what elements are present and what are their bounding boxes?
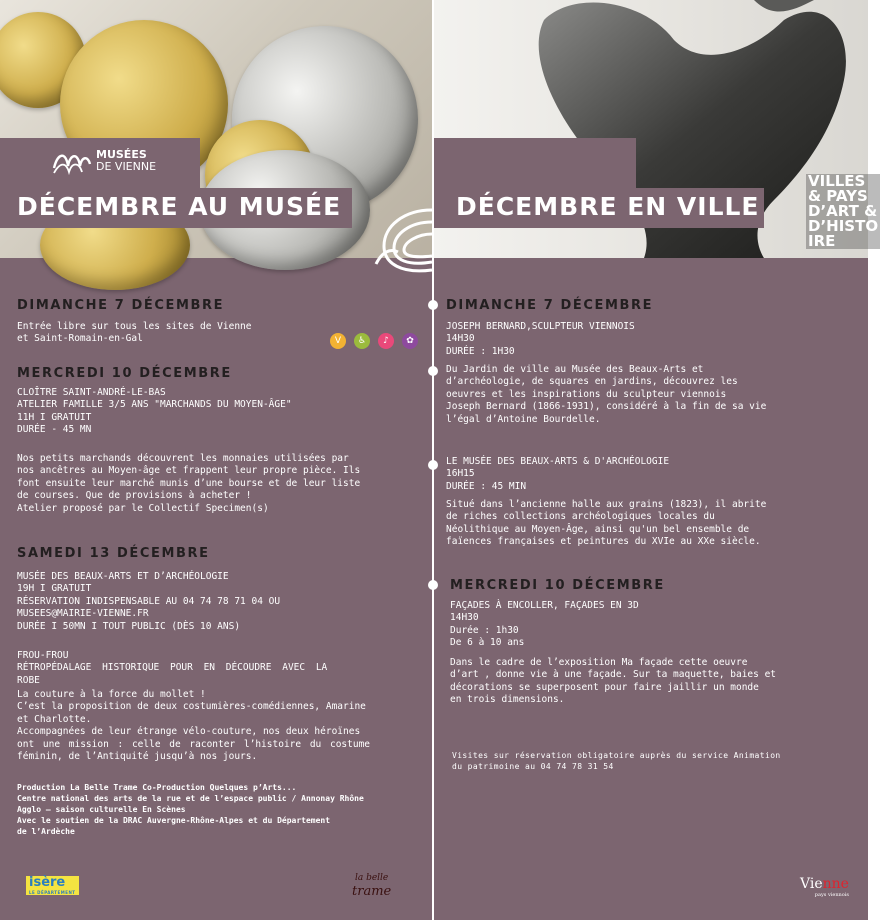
page-title-right: DÉCEMBRE EN VILLE bbox=[456, 192, 760, 221]
trame-logo-top: la belle bbox=[354, 873, 389, 883]
text-line: Situé dans l’ancienne halle aux grains (1823), il abrite bbox=[446, 499, 767, 510]
tour-description bbox=[446, 364, 766, 426]
text-line: FROU-FROU bbox=[17, 650, 69, 661]
text-line: 19H I GRATUIT bbox=[17, 583, 92, 595]
text-line: faïences françaises et peintures du XVIe au XXe siècle. bbox=[446, 536, 761, 548]
text-line: FAÇADES À ENCOLLER, FAÇADES EN 3D bbox=[450, 600, 639, 611]
date-heading: SAMEDI 13 DÉCEMBRE bbox=[17, 546, 210, 561]
text-line: LE MUSÉE DES BEAUX-ARTS & D'ARCHÉOLOGIE bbox=[446, 456, 670, 467]
text-line: d’art , donne vie à une façade. Sur ta maquette, baies et bbox=[450, 669, 777, 681]
text-line: Accompagnées de leur étrange vélo-couture, nos deux héroïnes bbox=[17, 726, 361, 738]
text-line: décorations se superposent pour faire jaillir un monde bbox=[450, 681, 759, 693]
text-line: Nos petits marchands découvrent les monnaies utilisées par bbox=[17, 453, 349, 464]
text-line: JOSEPH BERNARD,SCULPTEUR VIENNOIS bbox=[446, 321, 635, 332]
event-details bbox=[17, 387, 292, 437]
date-heading: MERCREDI 10 DÉCEMBRE bbox=[17, 366, 232, 381]
vpah-line: & PAYS bbox=[808, 187, 868, 205]
text-line: DURÉE I 50MN I TOUT PUBLIC (DÈS 10 ANS) bbox=[17, 620, 241, 632]
text-line: font ensuite leur marché munis d’une bourse et de leur liste bbox=[17, 477, 361, 489]
text-line: MUSEES@MAIRIE-VIENNE.FR bbox=[17, 608, 149, 620]
date-heading: DIMANCHE 7 DÉCEMBRE bbox=[17, 298, 225, 313]
text-line: Dans le cadre de l’exposition Ma façade cette oeuvre bbox=[450, 657, 748, 668]
text-line: Avec le soutien de la DRAC Auvergne-Rhône-Alpes et du Département bbox=[17, 816, 331, 825]
timeline-dot bbox=[428, 580, 438, 590]
text-line: CLOÎTRE SAINT-ANDRÉ-LE-BAS bbox=[17, 387, 166, 398]
text-line: 14H30 bbox=[446, 333, 475, 345]
text-line: MUSÉE DES BEAUX-ARTS ET D’ARCHÉOLOGIE bbox=[17, 571, 229, 582]
vienne-logo-text: Vie bbox=[800, 876, 823, 892]
isere-logo bbox=[26, 876, 79, 895]
villes-pays-art-histoire-logo bbox=[806, 174, 880, 249]
reservation-note bbox=[452, 750, 781, 772]
isere-logo-text: isère bbox=[29, 875, 66, 890]
left-panel bbox=[0, 0, 432, 920]
tour-details bbox=[446, 321, 635, 358]
vpah-line: D’HISTO bbox=[808, 217, 879, 235]
isere-logo-sub: LE DÉPARTEMENT bbox=[29, 890, 76, 895]
text-line: DURÉE - 45 MN bbox=[17, 424, 92, 436]
title-band bbox=[434, 138, 636, 188]
text-line: Durée : 1h30 bbox=[450, 624, 519, 636]
text-line: Production La Belle Trame Co-Production Quelques p’Arts... bbox=[17, 783, 297, 792]
text-line: C’est la proposition de deux costumières-comédiennes, Amarine bbox=[17, 701, 366, 713]
text-line: ont une mission : celle de raconter l’histoire du costume bbox=[17, 738, 371, 750]
text-line: RÉTROPÉDALAGE HISTORIQUE POUR EN DÉCOUDRE AVEC LA bbox=[17, 662, 328, 674]
text-line: en trois dimensions. bbox=[450, 694, 565, 706]
tour-description bbox=[446, 499, 766, 549]
timeline-dot bbox=[428, 460, 438, 470]
vpah-line: IRE bbox=[808, 232, 836, 250]
text-line: Joseph Bernard (1866-1931), considéré à la fin de sa vie bbox=[446, 401, 767, 413]
tour-details bbox=[446, 456, 669, 493]
text-line: 16H15 bbox=[446, 468, 475, 480]
vienne-logo-accent: nne bbox=[822, 876, 849, 892]
show-title bbox=[17, 650, 327, 687]
timeline-dot bbox=[428, 300, 438, 310]
text-line: DURÉE : 1H30 bbox=[446, 345, 515, 357]
la-belle-trame-logo bbox=[352, 872, 391, 898]
page-title-left: DÉCEMBRE AU MUSÉE bbox=[17, 192, 342, 221]
credits bbox=[17, 782, 364, 837]
text-line: nos ancêtres au Moyen-âge et frappent leur propre pièce. Ils bbox=[17, 465, 361, 477]
vienne-logo bbox=[800, 876, 849, 898]
date-heading: MERCREDI 10 DÉCEMBRE bbox=[450, 578, 665, 593]
logo-line-1: MUSÉES bbox=[96, 148, 147, 161]
event-description bbox=[17, 453, 360, 515]
trame-logo-text: trame bbox=[352, 884, 392, 899]
text-line: de courses. Que de provisions à acheter ! bbox=[17, 490, 252, 502]
text-line: de l’Ardèche bbox=[17, 827, 75, 836]
text-line: Agglo – saison culturelle En Scènes bbox=[17, 805, 186, 814]
text-line: DURÉE : 45 MIN bbox=[446, 480, 527, 492]
vienne-logo-sub: pays viennois bbox=[814, 892, 849, 898]
mental-access-icon: ✿ bbox=[402, 333, 418, 349]
hearing-access-icon: ♪ bbox=[378, 333, 394, 349]
show-description bbox=[17, 689, 370, 763]
workshop-description bbox=[450, 657, 776, 707]
vpah-line: D’ART & bbox=[808, 202, 878, 220]
event-details bbox=[17, 571, 280, 633]
text-line: Du Jardin de ville au Musée des Beaux-Arts et bbox=[446, 364, 704, 375]
text-line: l’égal d’Antoine Bourdelle. bbox=[446, 413, 601, 425]
text-line: et Charlotte. bbox=[17, 713, 92, 725]
text-line: Atelier proposé par le Collectif Specimen(s) bbox=[17, 502, 269, 514]
text-line: oeuvres et les inspirations du sculpteur viennois bbox=[446, 388, 727, 400]
text-line: Néolithique au Moyen-Âge, ainsi qu'un bel ensemble de bbox=[446, 523, 750, 535]
date-heading: DIMANCHE 7 DÉCEMBRE bbox=[446, 298, 654, 313]
text-line: et Saint-Romain-en-Gal bbox=[17, 333, 143, 345]
text-line: d’archéologie, de squares en jardins, découvrez les bbox=[446, 376, 738, 388]
text-line: 14H30 bbox=[450, 612, 479, 624]
motor-access-icon: ♿ bbox=[354, 333, 370, 349]
wave-logo-icon bbox=[52, 146, 92, 176]
accessibility-icons bbox=[330, 333, 418, 349]
text-line: De 6 à 10 ans bbox=[450, 637, 525, 649]
text-line: La couture à la force du mollet ! bbox=[17, 689, 206, 700]
event-info bbox=[17, 321, 252, 346]
text-line: du patrimoine au 04 74 78 31 54 bbox=[452, 762, 614, 771]
timeline-dot bbox=[428, 366, 438, 376]
wave-decoration-icon bbox=[368, 204, 432, 278]
text-line: de riches collections archéologiques locales du bbox=[446, 511, 715, 523]
text-line: Visites sur réservation obligatoire auprès du service Animation bbox=[452, 751, 781, 760]
vpah-line: VILLES bbox=[808, 172, 866, 190]
text-line: Entrée libre sur tous les sites de Vienne bbox=[17, 321, 252, 332]
right-panel bbox=[434, 0, 868, 920]
logo-line-2: DE VIENNE bbox=[96, 160, 157, 173]
text-line: ROBE bbox=[17, 674, 40, 686]
text-line: ATELIER FAMILLE 3/5 ANS "MARCHANDS DU MOYEN-ÂGE" bbox=[17, 399, 292, 411]
text-line: RÉSERVATION INDISPENSABLE AU 04 74 78 71 04 OU bbox=[17, 595, 281, 607]
workshop-details bbox=[450, 600, 639, 650]
text-line: féminin, de l’Antiquité jusqu’à nos jours. bbox=[17, 751, 258, 763]
text-line: Centre national des arts de la rue et de l’espace public / Annonay Rhône bbox=[17, 794, 364, 803]
visual-access-icon: V bbox=[330, 333, 346, 349]
musees-de-vienne-logo bbox=[52, 146, 156, 176]
text-line: 11H I GRATUIT bbox=[17, 411, 92, 423]
